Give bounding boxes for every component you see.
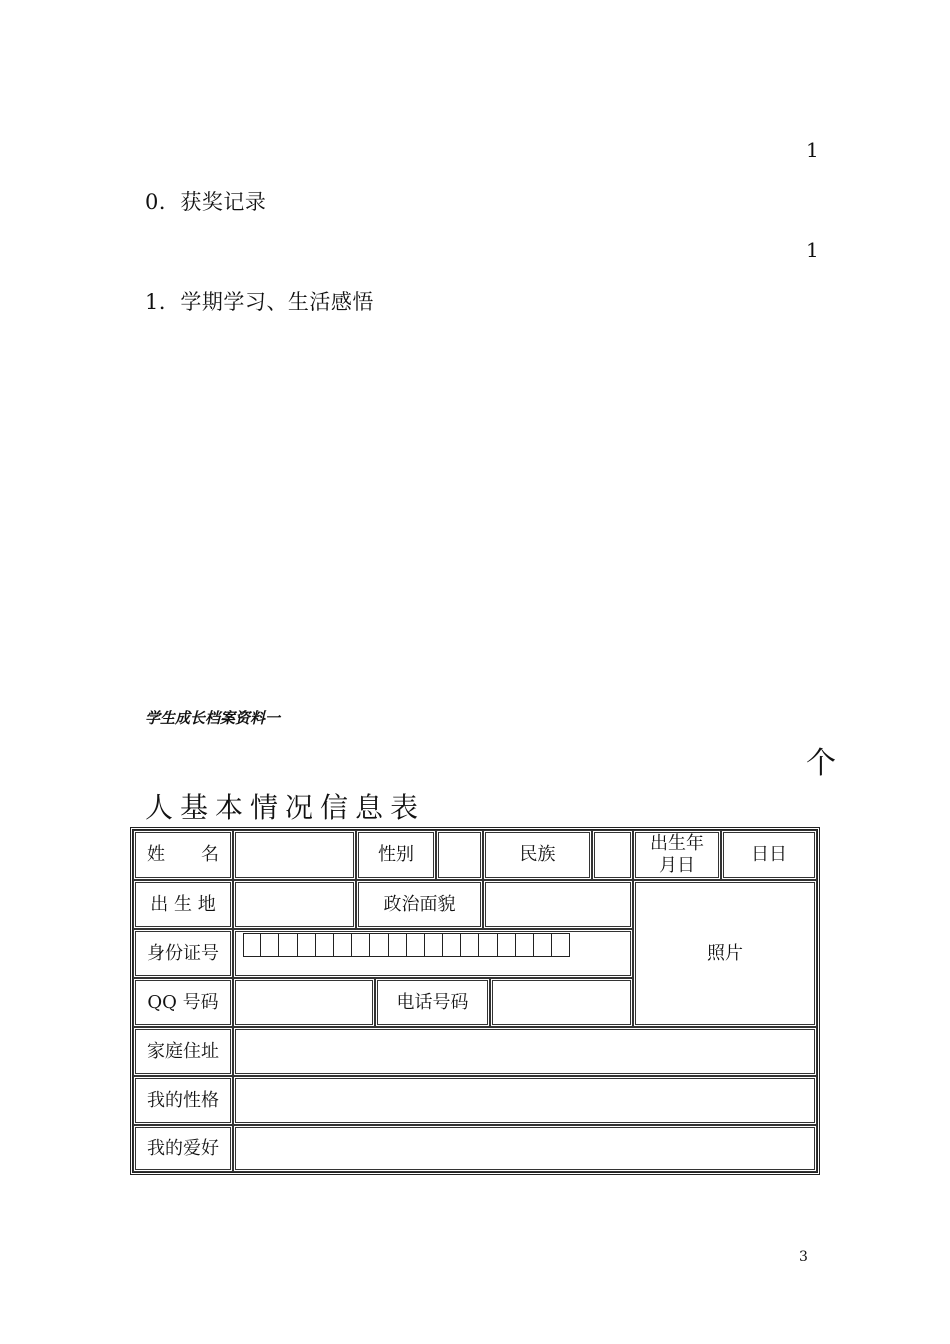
- id-digit-box[interactable]: [243, 933, 261, 957]
- hobby-label: 我的爱好: [133, 1125, 233, 1172]
- toc-page-prefix-2: 1: [806, 238, 819, 262]
- id-digit-box[interactable]: [425, 933, 443, 957]
- id-digit-box[interactable]: [261, 933, 279, 957]
- id-digit-box[interactable]: [407, 933, 425, 957]
- toc-item-reflections[interactable]: 1．学期学习、生活感悟: [145, 290, 374, 314]
- info-form: [130, 827, 820, 1175]
- personality-label: 我的性格: [133, 1076, 233, 1125]
- birthdate-field[interactable]: 日日: [721, 830, 817, 880]
- id-digit-box[interactable]: [279, 933, 297, 957]
- ethnicity-label: 民族: [483, 830, 592, 880]
- birthplace-field[interactable]: [233, 880, 356, 929]
- birthdate-label: 出生年月日: [633, 830, 721, 880]
- photo-box[interactable]: 照片: [633, 880, 817, 1027]
- title-first-char: 个: [806, 746, 836, 781]
- id-digit-box[interactable]: [298, 933, 316, 957]
- gender-label: 性别: [356, 830, 436, 880]
- id-label: 身份证号: [133, 929, 233, 978]
- toc-item-awards[interactable]: 0．获奖记录: [145, 190, 267, 214]
- qq-field[interactable]: [233, 978, 375, 1027]
- page-title: 人基本情况信息表: [145, 791, 426, 824]
- address-field[interactable]: [233, 1027, 817, 1076]
- page-number: 3: [799, 1249, 808, 1265]
- phone-field[interactable]: [490, 978, 633, 1027]
- address-label: 家庭住址: [133, 1027, 233, 1076]
- id-digit-box[interactable]: [370, 933, 388, 957]
- id-digit-box[interactable]: [534, 933, 552, 957]
- political-label: 政治面貌: [356, 880, 483, 929]
- id-digit-box[interactable]: [516, 933, 534, 957]
- id-digit-box[interactable]: [316, 933, 334, 957]
- birthplace-label: 出 生 地: [133, 880, 233, 929]
- id-field[interactable]: [233, 929, 633, 978]
- phone-label: 电话号码: [375, 978, 490, 1027]
- id-digit-box[interactable]: [498, 933, 516, 957]
- qq-label: QQ 号码: [133, 978, 233, 1027]
- ethnicity-field[interactable]: [592, 830, 633, 880]
- political-field[interactable]: [483, 880, 633, 929]
- hobby-field[interactable]: [233, 1125, 817, 1172]
- id-digit-box[interactable]: [352, 933, 370, 957]
- name-label: 姓 名: [133, 830, 233, 880]
- id-digit-box[interactable]: [552, 933, 570, 957]
- toc-page-prefix-1: 1: [806, 138, 819, 162]
- personality-field[interactable]: [233, 1076, 817, 1125]
- id-digit-box[interactable]: [479, 933, 497, 957]
- running-head: 学生成长档案资料一: [145, 709, 281, 727]
- gender-field[interactable]: [436, 830, 483, 880]
- id-digit-box[interactable]: [461, 933, 479, 957]
- id-digit-box[interactable]: [443, 933, 461, 957]
- name-field[interactable]: [233, 830, 356, 880]
- id-digit-box[interactable]: [334, 933, 352, 957]
- id-digit-boxes[interactable]: [243, 933, 570, 957]
- id-digit-box[interactable]: [389, 933, 407, 957]
